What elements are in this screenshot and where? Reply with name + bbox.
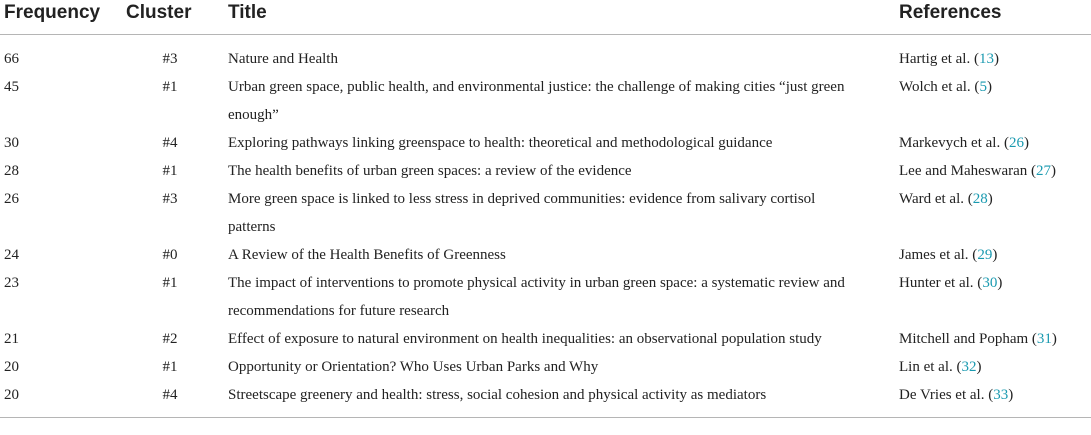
- title-cell: The health benefits of urban green spaces: a review of the evidence: [228, 163, 632, 179]
- cluster-cell: #0: [162, 247, 178, 263]
- table-row: [0, 185, 1091, 241]
- reference-close: ): [1051, 331, 1057, 347]
- frequency-cell: 26: [4, 191, 19, 207]
- reference-link[interactable]: 33: [993, 387, 1009, 403]
- frequency-cell: 21: [4, 331, 19, 347]
- reference-link[interactable]: 29: [977, 247, 993, 263]
- cluster-cell: #1: [162, 359, 178, 375]
- title-cell: Streetscape greenery and health: stress, social cohesion and physical activity as mediators: [224, 381, 895, 418]
- table-row: [0, 241, 1091, 269]
- frequency-cell: 20: [4, 359, 19, 375]
- table-row: [0, 381, 1091, 418]
- reference-cell: [895, 269, 1091, 325]
- reference-link[interactable]: 27: [1036, 163, 1052, 179]
- title-cell: Urban green space, public health, and environmental justice: the challenge of making cities “just green enough”: [228, 79, 845, 123]
- reference-author: Markevych et al. (: [899, 135, 1009, 151]
- reference-link[interactable]: 26: [1008, 135, 1024, 151]
- reference-author: Hartig et al. (: [899, 51, 979, 67]
- title-cell: The impact of interventions to promote physical activity in urban green space: a systematic review and recommendations for future research: [228, 275, 845, 319]
- reference-close: ): [1051, 163, 1057, 179]
- reference-cell: [895, 129, 1091, 157]
- reference-close: ): [993, 51, 999, 67]
- cluster-cell: #3: [162, 51, 178, 67]
- reference-close: ): [986, 79, 992, 95]
- frequency-cell: 66: [4, 51, 19, 67]
- reference-author: Mitchell and Popham (: [899, 331, 1037, 347]
- frequency-cell: 20: [0, 381, 112, 418]
- header-references: References: [895, 0, 1091, 35]
- title-cell: Effect of exposure to natural environment on health inequalities: an observational population study: [228, 331, 822, 347]
- table-row: [0, 73, 1091, 129]
- reference-cell: [895, 353, 1091, 381]
- frequency-cell: 28: [4, 163, 19, 179]
- reference-author: James et al. (: [899, 247, 978, 263]
- reference-cell: [895, 73, 1091, 129]
- table-row: [0, 129, 1091, 157]
- header-frequency: Frequency: [0, 0, 112, 35]
- table-row: [0, 269, 1091, 325]
- reference-link[interactable]: 32: [961, 359, 977, 375]
- frequency-cell: 23: [4, 275, 19, 291]
- reference-close: ): [1008, 387, 1014, 403]
- title-cell: Nature and Health: [228, 51, 338, 67]
- reference-link[interactable]: 30: [982, 275, 998, 291]
- reference-link[interactable]: 13: [978, 51, 994, 67]
- cluster-cell: #1: [162, 275, 178, 291]
- reference-cell: [895, 35, 1091, 74]
- reference-cell: [895, 157, 1091, 185]
- frequency-cell: 24: [4, 247, 19, 263]
- cluster-cell: #4: [112, 381, 224, 418]
- title-cell: More green space is linked to less stress in deprived communities: evidence from salivary cortisol patterns: [228, 191, 816, 235]
- reference-close: ): [1023, 135, 1029, 151]
- frequency-cell: 30: [4, 135, 19, 151]
- cluster-cell: #1: [162, 79, 178, 95]
- reference-author: De Vries et al. (: [899, 387, 994, 403]
- reference-cell: [895, 241, 1091, 269]
- reference-author: Lin et al. (: [899, 359, 962, 375]
- reference-close: ): [987, 191, 993, 207]
- reference-cell: [895, 325, 1091, 353]
- reference-close: ): [997, 275, 1003, 291]
- header-title: Title: [224, 0, 895, 35]
- table-row: [0, 353, 1091, 381]
- title-cell: A Review of the Health Benefits of Greenness: [228, 247, 506, 263]
- cluster-cell: #3: [162, 191, 178, 207]
- title-cell: Exploring pathways linking greenspace to health: theoretical and methodological guidance: [228, 135, 773, 151]
- frequency-cell: 45: [4, 79, 19, 95]
- cluster-cell: #2: [162, 331, 178, 347]
- cluster-cell: #4: [162, 135, 178, 151]
- reference-close: ): [992, 247, 998, 263]
- header-cluster: Cluster: [112, 0, 224, 35]
- reference-link[interactable]: 31: [1036, 331, 1052, 347]
- reference-close: ): [976, 359, 982, 375]
- reference-author: Lee and Maheswaran (: [899, 163, 1037, 179]
- reference-link[interactable]: 5: [979, 79, 987, 95]
- table-row: [0, 157, 1091, 185]
- reference-author: Hunter et al. (: [899, 275, 983, 291]
- cluster-cell: #1: [162, 163, 178, 179]
- reference-author: Wolch et al. (: [899, 79, 980, 95]
- reference-link[interactable]: 28: [972, 191, 988, 207]
- table-row: [0, 325, 1091, 353]
- reference-cell: [895, 381, 1091, 418]
- reference-cell: [895, 185, 1091, 241]
- table-row: [0, 35, 1091, 74]
- title-cell: Opportunity or Orientation? Who Uses Urban Parks and Why: [228, 359, 599, 375]
- header-row: [0, 0, 1091, 35]
- reference-author: Ward et al. (: [899, 191, 973, 207]
